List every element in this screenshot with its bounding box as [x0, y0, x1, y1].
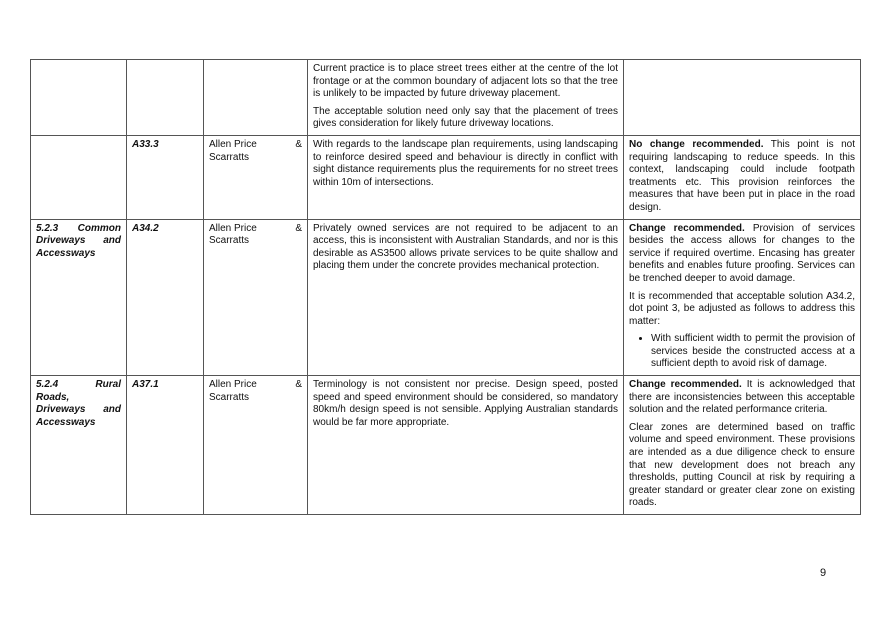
submitter-ampersand: &	[295, 379, 302, 391]
comment-paragraph: Current practice is to place street trees either at the centre of the lot frontage or at the common boundary of adjacent lots so that the tree is unlikely to be impacted by future driveway placement.	[313, 63, 618, 100]
table-row	[31, 219, 861, 376]
comment-cell	[308, 376, 624, 515]
submitter-name: Allen Price	[209, 379, 257, 391]
reference-cell: A33.3	[127, 135, 204, 219]
comment-paragraph: The acceptable solution need only say that the placement of trees gives consideration for likely future driveway locations.	[313, 105, 618, 130]
response-text: This point is not requiring landscaping to reduce speeds. In this context, landscaping could include footpath treatments etc. This provision reinforces the measures that have been put in place in the road design.	[629, 138, 856, 213]
submitter-cell	[204, 219, 308, 376]
reference-cell	[127, 60, 204, 136]
comment-paragraph: Terminology is not consistent nor precise. Design speed, posted speed and speed environment should be considered, so mandatory 80km/h design speed is not sensible. Applying Australian standards would be far more appropriate.	[313, 379, 618, 428]
page-number: 9	[820, 567, 827, 579]
section-cell	[31, 60, 127, 136]
response-bullet: • With sufficient width to permit the provision of services beside the constructed access at a sufficient depth to avoid risk of damage.	[651, 333, 855, 371]
comment-paragraph: Privately owned services are not required to be adjacent to an access, this is inconsistent with Australian Standards, and nor is this desirable as AS3500 allows private services to be quite shallow and placing them under the concrete provides mechanical protection.	[313, 222, 618, 272]
response-cell	[624, 60, 861, 136]
submitter-name: Allen Price	[209, 222, 257, 234]
submitter-name-2: Scarratts	[209, 391, 250, 403]
comment-paragraph: With regards to the landscape plan requirements, using landscaping to reinforce desired speed and behaviour is directly in conflict with sight distance requirements plus the requirements for no street trees within 10m of intersections.	[313, 138, 618, 188]
comment-cell	[308, 60, 624, 136]
reference-cell: A34.2	[127, 219, 204, 376]
comment-cell	[308, 135, 624, 219]
response-cell	[624, 219, 861, 376]
submitter-name-2: Scarratts	[209, 151, 250, 163]
response-paragraph: Clear zones are determined based on traffic volume and speed environment. These provisions are intended as a due diligence check to ensure that new development does not breach any thresholds, putting Council at risk by requiring a greater standard or greater clear zone on existing roads.	[629, 421, 855, 509]
submissions-table	[30, 59, 861, 515]
section-cell: 5.2.4 Rural Roads, Driveways and Accessways	[31, 376, 127, 515]
table-row	[31, 135, 861, 219]
response-paragraph: It is recommended that acceptable solution A34.2, dot point 3, be adjusted as follows to address this matter:	[629, 290, 855, 327]
response-cell	[624, 376, 861, 515]
table-row	[31, 376, 861, 515]
submitter-ampersand: &	[295, 222, 302, 234]
table-row	[31, 60, 861, 136]
submitter-cell	[204, 376, 308, 515]
comment-cell	[308, 219, 624, 376]
response-cell	[624, 135, 861, 219]
response-text: It is acknowledged that there are inconsistencies between this acceptable solution and the related performance criteria.	[629, 379, 855, 416]
response-lead: Change recommended.	[629, 222, 745, 234]
response-bullet-list	[629, 333, 855, 371]
submitter-name-2: Scarratts	[209, 235, 250, 247]
submitter-cell	[204, 135, 308, 219]
submitter-name: Allen Price	[209, 138, 257, 150]
section-cell: 5.2.3 Common Driveways and Accessways	[31, 219, 127, 376]
submitter-cell	[204, 60, 308, 136]
response-lead: No change recommended.	[629, 138, 764, 150]
response-text: Provision of services besides the access allows for changes to the service if required overtime. Encasing has greater benefits and enables future proofing. Services can be trenched deeper to avoid damage.	[629, 222, 855, 284]
response-lead: Change recommended.	[629, 379, 742, 391]
section-cell	[31, 135, 127, 219]
submitter-ampersand: &	[295, 138, 302, 150]
reference-cell: A37.1	[127, 376, 204, 515]
